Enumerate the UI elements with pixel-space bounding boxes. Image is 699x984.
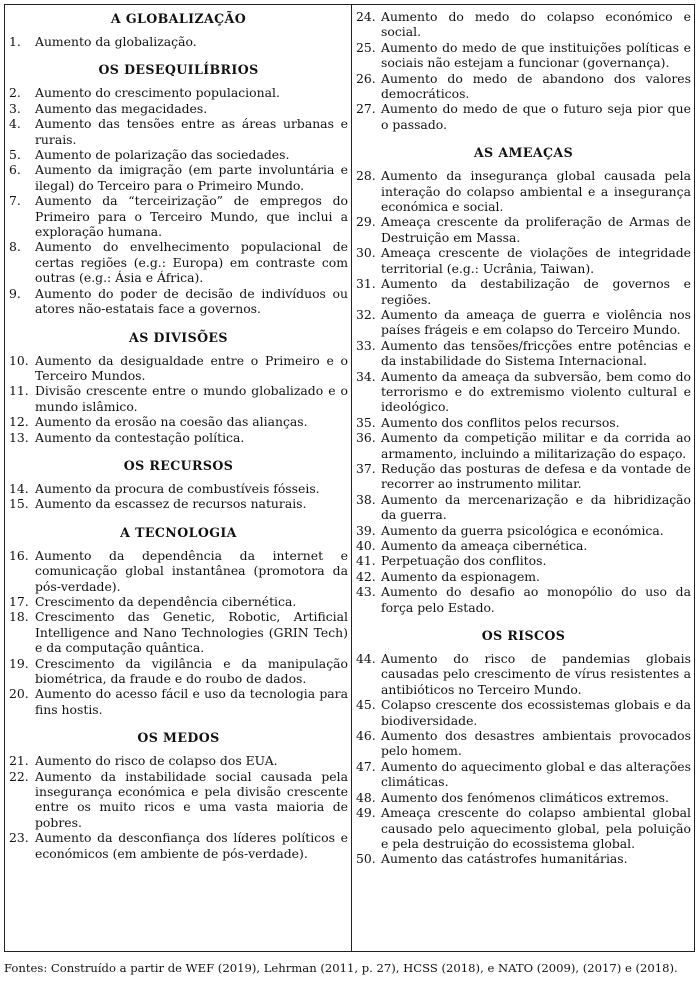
- list-item: [9, 34, 348, 49]
- item-text: Aumento do envelhecimento populacional de certas regiões (e.g.: Europa) em contraste com outras (e.g.: Ásia e África).: [35, 239, 348, 286]
- item-number: 36.: [356, 430, 376, 446]
- item-number: 4.: [9, 116, 21, 132]
- list-item: [9, 162, 348, 193]
- item-number: 45.: [356, 697, 376, 713]
- item-number: 35.: [356, 414, 376, 430]
- list-item: [356, 697, 691, 728]
- item-text: Aumento do risco de colapso dos EUA.: [35, 753, 278, 769]
- list-item: [356, 790, 691, 805]
- item-number: 30.: [356, 245, 376, 261]
- section: [356, 628, 691, 867]
- item-text: Aumento da destabilização de governos e regiões.: [381, 276, 691, 307]
- item-number: 24.: [356, 9, 376, 24]
- item-text: Colapso crescente dos ecossistemas globais e da biodiversidade.: [381, 697, 691, 728]
- item-text: Aumento da desconfiança dos líderes políticos e económicos (em ambiente de pós-verdade).: [35, 830, 348, 861]
- item-text: Ameaça crescente do colapso ambiental global causado pelo aquecimento global, pela poluição e pela destruição do ecossistema global.: [381, 805, 691, 851]
- item-number: 20.: [9, 686, 29, 702]
- item-text: Aumento da insegurança global causada pela interação do colapso ambiental e a insegurança económica e social.: [381, 168, 691, 215]
- list-item: [356, 651, 691, 697]
- item-number: 28.: [356, 168, 376, 184]
- item-text: Aumento da globalização.: [35, 34, 197, 49]
- item-text: Aumento de polarização das sociedades.: [35, 147, 290, 163]
- item-number: 12.: [9, 414, 29, 430]
- item-number: 9.: [9, 285, 21, 301]
- list-item: [9, 286, 348, 317]
- item-text: Aumento das tensões/fricções entre potências e da instabilidade do Sistema Internacional.: [381, 337, 691, 369]
- list-item: [356, 728, 691, 759]
- list-item: [9, 656, 348, 687]
- list-item: [9, 353, 348, 384]
- item-number: 47.: [356, 758, 376, 774]
- list-item: [356, 523, 691, 538]
- list-item: [356, 9, 691, 40]
- item-text: Aumento da ameaça cibernética.: [381, 538, 588, 553]
- item-text: Aumento dos conflitos pelos recursos.: [381, 414, 620, 430]
- section-title: OS RISCOS: [481, 628, 566, 644]
- item-text: Crescimento da vigilância e da manipulação biométrica, da fraude e do roubo de dados.: [35, 655, 348, 686]
- list-item: [356, 101, 691, 132]
- section-title: OS MEDOS: [137, 730, 220, 746]
- item-number: 23.: [9, 830, 29, 846]
- item-number: 14.: [9, 480, 29, 496]
- list-item: [356, 168, 691, 214]
- list-item: [356, 338, 691, 369]
- list-item: [356, 245, 691, 276]
- item-number: 5.: [9, 147, 21, 163]
- item-text: Aumento da desigualdade entre o Primeiro e o Terceiro Mundos.: [35, 352, 348, 383]
- section-title: AS AMEAÇAS: [473, 145, 574, 161]
- item-text: Aumento da ameaça de guerra e violência nos países frágeis e em colapso do Terceiro Mundo.: [381, 306, 691, 338]
- list-item: [356, 71, 691, 102]
- item-number: 6.: [9, 162, 21, 178]
- list-item: [9, 193, 348, 239]
- list-item: [356, 307, 691, 338]
- list-item: [9, 147, 348, 162]
- item-number: 10.: [9, 352, 29, 368]
- item-number: 33.: [356, 337, 376, 353]
- item-text: Perpetuação dos conflitos.: [381, 553, 547, 569]
- item-number: 32.: [356, 306, 376, 322]
- section: [356, 9, 691, 132]
- item-text: Crescimento das Genetic, Robotic, Artificial Intelligence and Nano Technologies (GRIN Tech) e da computação quântica.: [35, 609, 348, 656]
- section-title: A GLOBALIZAÇÃO: [110, 11, 247, 26]
- item-number: 31.: [356, 276, 376, 292]
- item-text: Aumento do medo de que instituições políticas e sociais não estejam a funcionar (governança).: [381, 39, 691, 71]
- section-title: OS DESEQUILÍBRIOS: [98, 62, 259, 78]
- item-number: 25.: [356, 39, 376, 55]
- item-number: 1.: [9, 34, 21, 49]
- list-item: [356, 461, 691, 492]
- item-number: 40.: [356, 538, 376, 553]
- list-item: [356, 492, 691, 523]
- item-text: Aumento da dependência da internet e comunicação global instantânea (promotora da pós-verdade).: [35, 547, 348, 594]
- item-text: Aumento do poder de decisão de indivíduos ou atores não-estatais face a governos.: [35, 285, 348, 317]
- list-item: [356, 759, 691, 790]
- item-number: 38.: [356, 491, 376, 507]
- section: [9, 62, 348, 316]
- item-text: Aumento das megacidades.: [35, 100, 208, 116]
- item-number: 3.: [9, 100, 21, 116]
- item-number: 37.: [356, 460, 376, 476]
- item-number: 11.: [9, 383, 29, 399]
- item-text: Aumento dos fenómenos climáticos extremos.: [381, 789, 669, 805]
- item-number: 42.: [356, 568, 376, 584]
- section: [9, 11, 348, 49]
- item-text: Ameaça crescente da proliferação de Armas de Destruição em Massa.: [381, 214, 691, 245]
- section: [9, 330, 348, 445]
- item-text: Aumento dos desastres ambientais provocados pelo homem.: [381, 728, 691, 759]
- item-text: Aumento do crescimento populacional.: [35, 85, 280, 101]
- trends-table: [4, 4, 695, 952]
- item-number: 18.: [9, 609, 29, 625]
- item-text: Aumento da mercenarização e da hibridização da guerra.: [381, 491, 691, 523]
- list-item: [9, 239, 348, 285]
- item-number: 17.: [9, 593, 29, 609]
- item-number: 22.: [9, 768, 29, 784]
- item-text: Aumento do medo de que o futuro seja pior que o passado.: [381, 101, 691, 132]
- item-text: Aumento da erosão na coesão das alianças.: [35, 414, 308, 430]
- list-item: [9, 548, 348, 594]
- item-text: Aumento do medo de abandono dos valores democráticos.: [381, 70, 691, 102]
- item-text: Divisão crescente entre o mundo globalizado e o mundo islâmico.: [35, 383, 348, 414]
- item-text: Aumento do risco de pandemias globais causadas pelo crescimento de vírus resistentes a antibióticos no Terceiro Mundo.: [381, 651, 691, 697]
- list-item: [9, 594, 348, 609]
- item-number: 44.: [356, 651, 376, 667]
- item-text: Aumento do medo do colapso económico e social.: [381, 9, 691, 40]
- list-item: [9, 830, 348, 861]
- item-number: 46.: [356, 728, 376, 744]
- item-text: Aumento da guerra psicológica e económica.: [381, 522, 664, 538]
- list-item: [9, 609, 348, 655]
- item-text: Aumento da competição militar e da corrida ao armamento, incluindo a militarização do espaço.: [381, 430, 691, 461]
- item-number: 8.: [9, 239, 21, 255]
- item-number: 27.: [356, 101, 376, 117]
- item-number: 29.: [356, 214, 376, 230]
- item-number: 7.: [9, 193, 21, 209]
- item-text: Aumento do aquecimento global e das alterações climáticas.: [381, 758, 691, 790]
- item-number: 15.: [9, 496, 29, 512]
- item-number: 41.: [356, 553, 376, 569]
- list-item: [9, 85, 348, 100]
- item-number: 39.: [356, 522, 376, 538]
- item-text: Aumento da procura de combustíveis fósseis.: [35, 480, 320, 496]
- item-number: 19.: [9, 655, 29, 671]
- item-number: 49.: [356, 805, 376, 821]
- list-item: [9, 481, 348, 496]
- list-item: [356, 584, 691, 615]
- item-text: Aumento do acesso fácil e uso da tecnologia para fins hostis.: [35, 686, 348, 717]
- item-text: Aumento da “terceirização” de empregos do Primeiro para o Terceiro Mundo, que inclui a exploração humana.: [35, 193, 348, 240]
- list-item: [9, 383, 348, 414]
- item-text: Redução das posturas de defesa e da vontade de recorrer ao instrumento militar.: [381, 460, 691, 492]
- item-number: 26.: [356, 70, 376, 86]
- item-text: Aumento da contestação política.: [35, 429, 245, 445]
- list-item: [356, 276, 691, 307]
- list-item: [356, 369, 691, 415]
- item-text: Aumento das tensões entre as áreas urbanas e rurais.: [35, 116, 348, 147]
- item-text: Crescimento da dependência cibernética.: [35, 593, 297, 609]
- item-number: 2.: [9, 85, 21, 101]
- list-item: [9, 686, 348, 717]
- item-text: Aumento do desafio ao monopólio do uso da força pelo Estado.: [381, 584, 691, 615]
- item-number: 21.: [9, 753, 29, 769]
- section: [9, 730, 348, 861]
- section-title: A TECNOLOGIA: [120, 524, 237, 540]
- list-item: [356, 553, 691, 568]
- item-text: Aumento da imigração (em parte involuntária e ilegal) do Terceiro para o Primeiro Mundo.: [35, 162, 348, 193]
- list-item: [9, 769, 348, 831]
- item-number: 34.: [356, 368, 376, 384]
- list-item: [9, 496, 348, 511]
- list-item: [9, 116, 348, 147]
- section-title: OS RECURSOS: [123, 457, 234, 473]
- right-column: [352, 5, 694, 951]
- list-item: [9, 414, 348, 429]
- list-item: [356, 851, 691, 866]
- list-item: [9, 753, 348, 768]
- item-text: Aumento da escassez de recursos naturais.: [35, 496, 307, 512]
- section: [9, 458, 348, 512]
- left-column: [5, 5, 352, 951]
- item-text: Ameaça crescente de violações de integridade territorial (e.g.: Ucrânia, Taiwan).: [381, 245, 691, 276]
- list-item: [356, 569, 691, 584]
- item-text: Aumento das catástrofes humanitárias.: [381, 851, 628, 867]
- item-number: 16.: [9, 547, 29, 563]
- list-item: [356, 538, 691, 553]
- list-item: [9, 430, 348, 445]
- item-number: 13.: [9, 429, 29, 445]
- item-text: Aumento da espionagem.: [381, 568, 540, 584]
- item-text: Aumento da instabilidade social causada pela insegurança económica e pela divisão crescente entre os muito ricos e uma vasta maioria de pobres.: [35, 768, 348, 830]
- section-title: AS DIVISÕES: [129, 329, 228, 345]
- item-number: 50.: [356, 851, 376, 867]
- section: [9, 525, 348, 717]
- list-item: [9, 101, 348, 116]
- list-item: [356, 40, 691, 71]
- sources-footnote: Fontes: Construído a partir de WEF (2019), Lehrman (2011, p. 27), HCSS (2018), e NATO (2009), (2017) e (2018).: [4, 961, 678, 975]
- list-item: [356, 430, 691, 461]
- list-item: [356, 805, 691, 851]
- list-item: [356, 214, 691, 245]
- item-number: 43.: [356, 584, 376, 600]
- item-number: 48.: [356, 789, 376, 805]
- list-item: [356, 415, 691, 430]
- section: [356, 145, 691, 615]
- item-text: Aumento da ameaça da subversão, bem como do terrorismo e do extremismo violento cultural e ideológico.: [381, 368, 691, 415]
